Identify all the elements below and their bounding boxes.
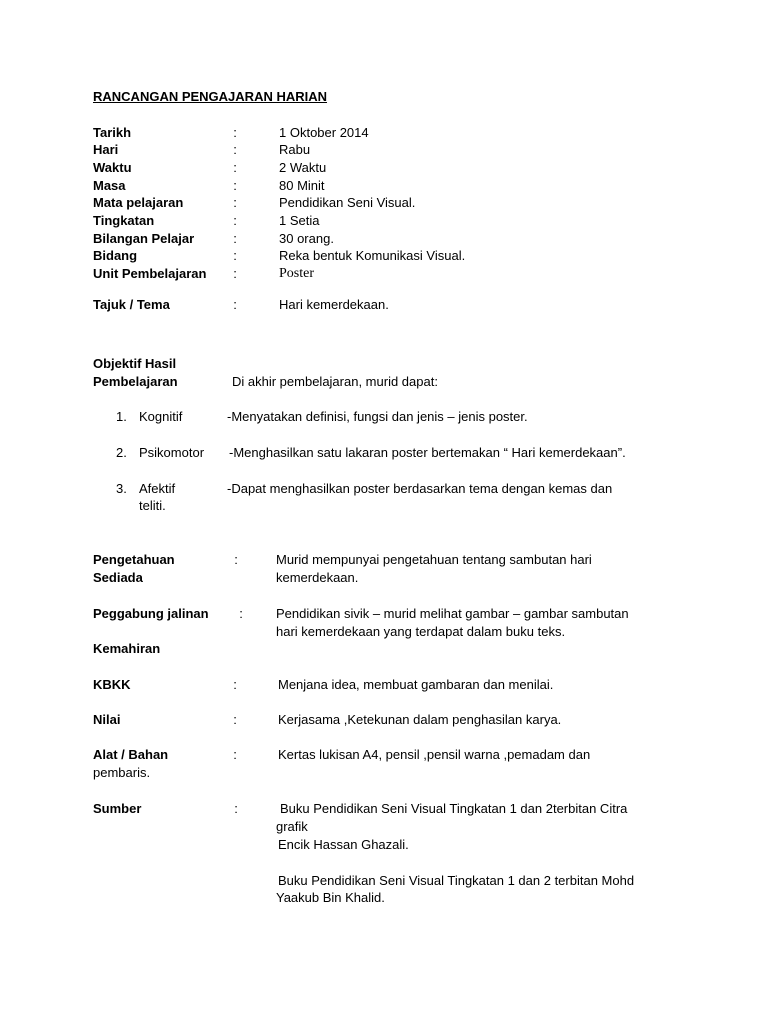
info-value-bidang: Reka bentuk Komunikasi Visual. — [279, 248, 466, 263]
objektif-label-line1: Objektif Hasil — [93, 356, 177, 371]
objektif-item-text-continued: teliti. — [139, 498, 166, 513]
pengetahuan-colon: : — [234, 552, 238, 567]
info-colon: : — [233, 231, 237, 246]
info-value-bilangan-pelajar: 30 orang. — [279, 231, 334, 246]
pengetahuan-line2: kemerdekaan. — [276, 570, 359, 585]
info-label-waktu: Waktu — [93, 160, 132, 175]
sumber-line4: Buku Pendidikan Seni Visual Tingkatan 1 dan 2 terbitan Mohd — [278, 873, 635, 888]
info-colon: : — [233, 125, 237, 140]
objektif-item-number: 1. — [116, 409, 127, 424]
info-colon: : — [233, 266, 237, 281]
info-colon: : — [233, 195, 237, 210]
objektif-item-number: 3. — [116, 481, 127, 496]
info-value-hari: Rabu — [279, 142, 311, 157]
info-colon: : — [233, 160, 237, 175]
sumber-line1: Buku Pendidikan Seni Visual Tingkatan 1 dan 2terbitan Citra — [280, 801, 628, 816]
nilai-value: Kerjasama ,Ketekunan dalam penghasilan karya. — [278, 712, 562, 727]
peggabung-colon: : — [239, 606, 243, 621]
info-label-unit-pembelajaran: Unit Pembelajaran — [93, 266, 207, 281]
sumber-line5: Yaakub Bin Khalid. — [276, 890, 385, 905]
objektif-item-text: -Menghasilkan satu lakaran poster bertemakan “ Hari kemerdekaan”. — [229, 445, 626, 460]
info-label-bilangan-pelajar: Bilangan Pelajar — [93, 231, 195, 246]
peggabung-label: Peggabung jalinan — [93, 606, 209, 621]
kbkk-label: KBKK — [93, 677, 131, 692]
kemahiran-label: Kemahiran — [93, 641, 161, 656]
info-label-masa: Masa — [93, 178, 126, 193]
info-label-tingkatan: Tingkatan — [93, 213, 155, 228]
kbkk-value: Menjana idea, membuat gambaran dan menilai. — [278, 677, 554, 692]
info-colon: : — [233, 248, 237, 263]
pengetahuan-line1: Murid mempunyai pengetahuan tentang sambutan hari — [276, 552, 592, 567]
info-value-masa: 80 Minit — [279, 178, 325, 193]
objektif-item-domain: Afektif — [139, 481, 176, 496]
info-value-waktu: 2 Waktu — [279, 160, 327, 175]
objektif-item-domain: Psikomotor — [139, 445, 205, 460]
document-title: RANCANGAN PENGAJARAN HARIAN — [93, 89, 328, 104]
objektif-item-number: 2. — [116, 445, 127, 460]
alat-label: Alat / Bahan — [93, 747, 169, 762]
info-label-mata-pelajaran: Mata pelajaran — [93, 195, 184, 210]
info-colon: : — [233, 178, 237, 193]
alat-value: Kertas lukisan A4, pensil ,pensil warna ,pemadam dan — [278, 747, 591, 762]
objektif-item-domain: Kognitif — [139, 409, 183, 424]
objektif-intro: Di akhir pembelajaran, murid dapat: — [232, 374, 438, 389]
tajuk-value: Hari kemerdekaan. — [279, 297, 389, 312]
alat-value-continued: pembaris. — [93, 765, 151, 780]
info-label-tarikh: Tarikh — [93, 125, 132, 140]
objektif-item-text: -Dapat menghasilkan poster berdasarkan tema dengan kemas dan — [227, 481, 613, 496]
kbkk-colon: : — [233, 677, 237, 692]
tajuk-label: Tajuk / Tema — [93, 297, 170, 312]
info-label-bidang: Bidang — [93, 248, 138, 263]
sumber-line2: grafik — [276, 819, 308, 834]
info-value-mata-pelajaran: Pendidikan Seni Visual. — [279, 195, 416, 210]
alat-colon: : — [233, 747, 237, 762]
info-label-hari: Hari — [93, 142, 119, 157]
sumber-colon: : — [234, 801, 238, 816]
peggabung-line2: hari kemerdekaan yang terdapat dalam buku teks. — [276, 624, 566, 639]
info-value-unit-pembelajaran: Poster — [279, 266, 314, 281]
nilai-label: Nilai — [93, 712, 121, 727]
pengetahuan-label-line1: Pengetahuan — [93, 552, 175, 567]
peggabung-line1: Pendidikan sivik – murid melihat gambar – gambar sambutan — [276, 606, 629, 621]
pengetahuan-label-line2: Sediada — [93, 570, 143, 585]
objektif-label-line2: Pembelajaran — [93, 374, 178, 389]
info-value-tingkatan: 1 Setia — [279, 213, 320, 228]
sumber-label: Sumber — [93, 801, 142, 816]
nilai-colon: : — [233, 712, 237, 727]
sumber-line3: Encik Hassan Ghazali. — [278, 837, 409, 852]
tajuk-colon: : — [233, 297, 237, 312]
info-colon: : — [233, 142, 237, 157]
objektif-item-text: -Menyatakan definisi, fungsi dan jenis – jenis poster. — [227, 409, 528, 424]
info-value-tarikh: 1 Oktober 2014 — [279, 125, 369, 140]
info-colon: : — [233, 213, 237, 228]
